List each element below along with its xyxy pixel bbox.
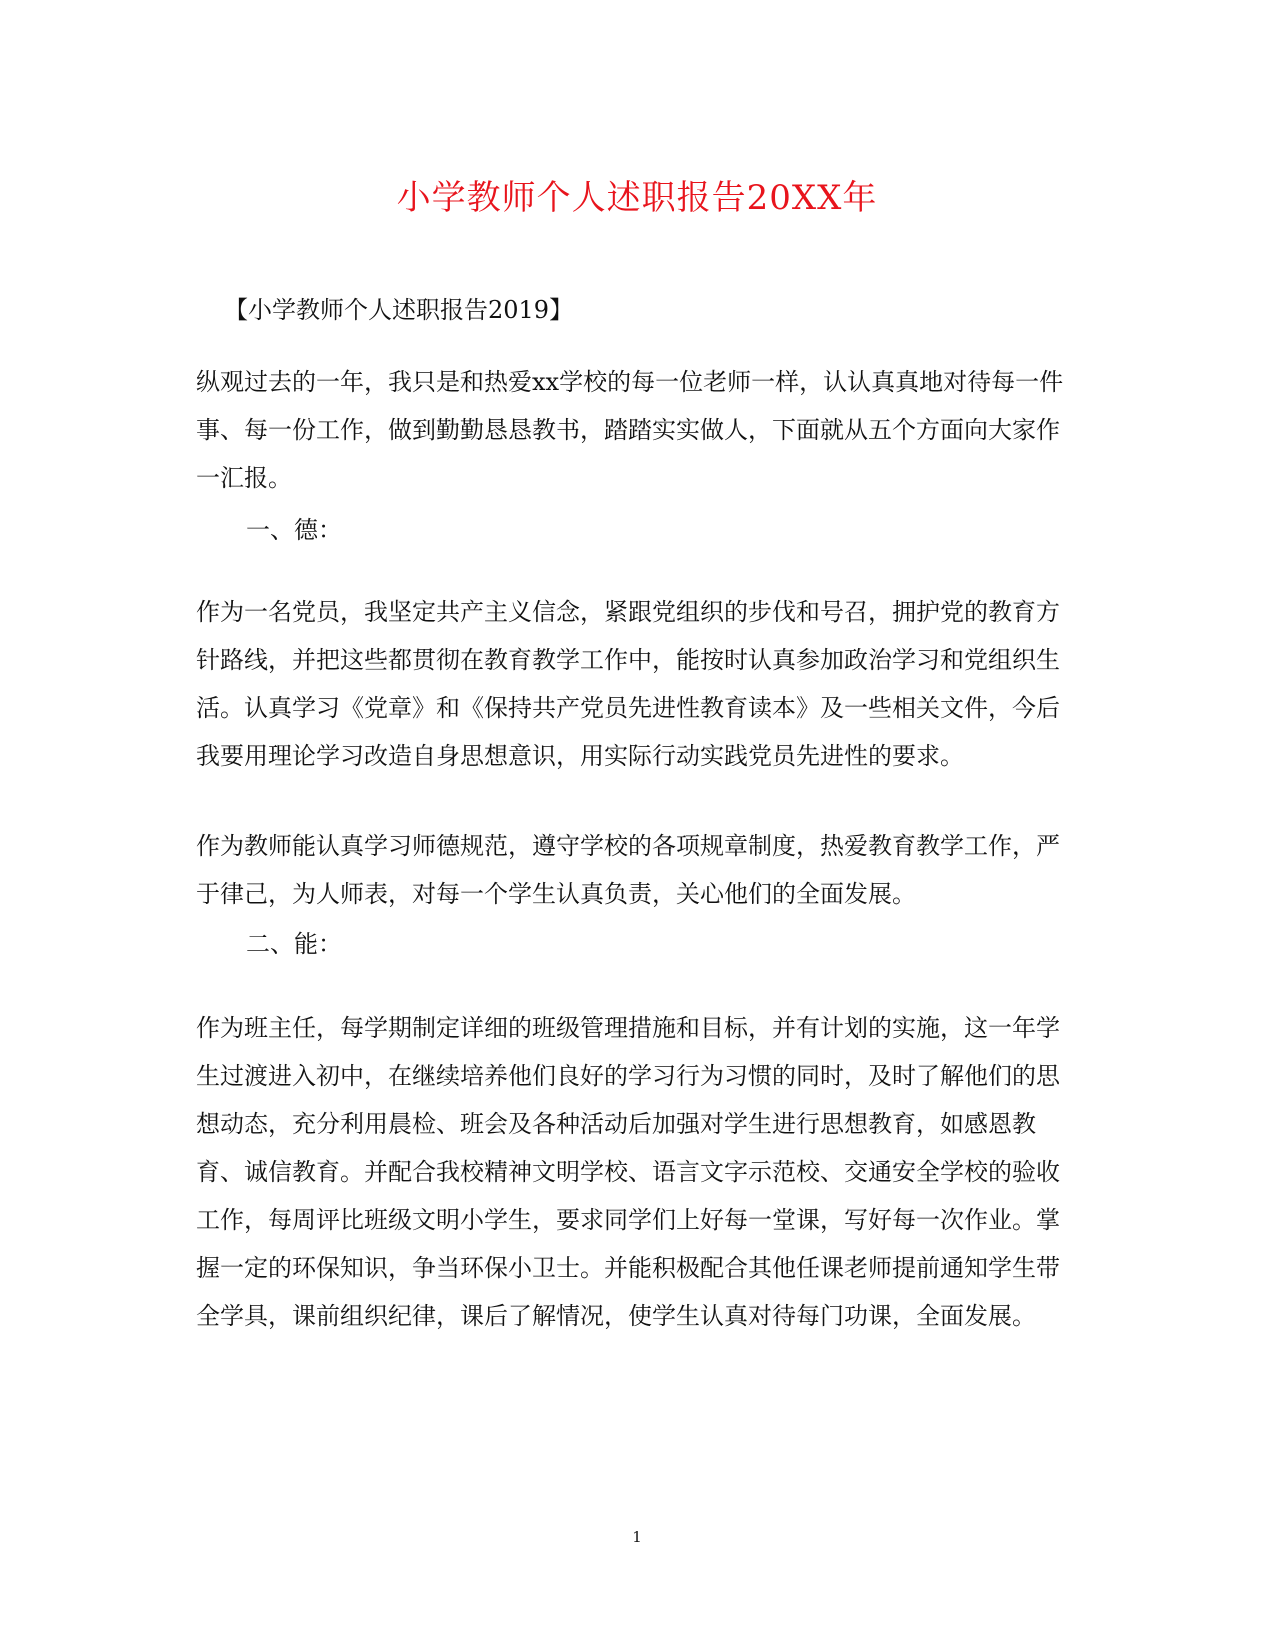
page-number: 1 [632, 1528, 642, 1546]
virtue-paragraph-1: 作为一名党员，我坚定共产主义信念，紧跟党组织的步伐和号召，拥护党的教育方针路线，并把这些都贯彻在教育教学工作中，能按时认真参加政治学习和党组织生活。认真学习《党章》和《保持共产党员先进性教育读本》及一些相关文件，今后我要用理论学习改造自身思想意识，用实际行动实践党员先进性的要求。 [196, 598, 1060, 770]
document-title: 小学教师个人述职报告20XX年 [396, 178, 878, 218]
document-subtitle: 【小学教师个人述职报告2019】 [224, 296, 574, 324]
intro-paragraph: 纵观过去的一年，我只是和热爱xx学校的每一位老师一样，认认真真地对待每一件事、每一份工作，做到勤勤恳恳教书，踏踏实实做人，下面就从五个方面向大家作一汇报。 [196, 368, 1064, 492]
section-heading-ability: 二、能： [246, 930, 342, 958]
ability-paragraph-1: 作为班主任，每学期制定详细的班级管理措施和目标，并有计划的实施，这一年学生过渡进入初中，在继续培养他们良好的学习行为习惯的同时，及时了解他们的思想动态，充分利用晨检、班会及各种活动后加强对学生进行思想教育，如感恩教育、诚信教育。并配合我校精神文明学校、语言文字示范校、交通安全学校的验收工作，每周评比班级文明小学生，要求同学们上好每一堂课，写好每一次作业。掌握一定的环保知识，争当环保小卫士。并能积极配合其他任课老师提前通知学生带全学具，课前组织纪律，课后了解情况，使学生认真对待每门功课，全面发展。 [196, 1014, 1060, 1330]
virtue-paragraph-2: 作为教师能认真学习师德规范，遵守学校的各项规章制度，热爱教育教学工作，严于律己，为人师表，对每一个学生认真负责，关心他们的全面发展。 [196, 832, 1060, 908]
section-heading-virtue: 一、德： [246, 516, 342, 544]
